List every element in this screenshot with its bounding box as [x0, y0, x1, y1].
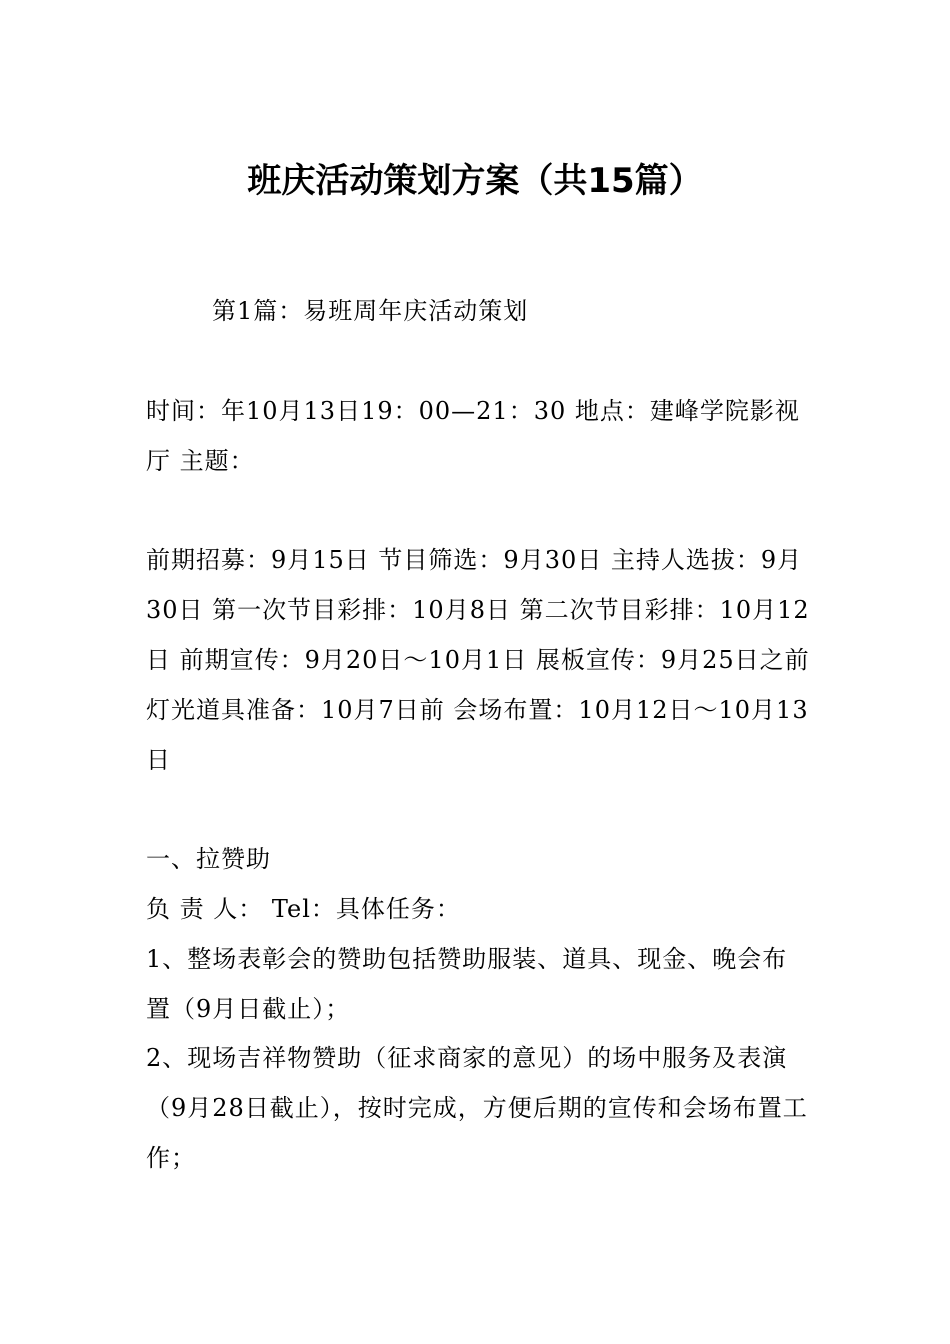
responsible-line: 负 责 人： Tel：具体任务：: [146, 895, 461, 923]
task-one-paragraph: 1、整场表彰会的赞助包括赞助服装、道具、现金、晚会布置（9月日截止）；: [146, 945, 788, 1023]
time-location-paragraph: 时间：年10月13日19：00—21：30 地点：建峰学院影视厅 主题：: [146, 397, 800, 475]
schedule-paragraph: 前期招募：9月15日 节目筛选：9月30日 主持人选拔：9月30日 第一次节目彩排：10月8日 第二次节目彩排：10月12日 前期宣传：9月20日～10月1日 展板宣传：9月25日之前 灯光道具准备：10月7日前 会场布置：10月12日～10月13日: [146, 546, 810, 774]
chapter-heading: 第1篇：易班周年庆活动策划: [212, 297, 529, 325]
task-two-paragraph: 2、现场吉祥物赞助（征求商家的意见）的场中服务及表演（9月28日截止），按时完成，方便后期的宣传和会场布置工作；: [146, 1044, 808, 1172]
section-one-heading: 一、拉赞助: [146, 845, 271, 873]
document-title: 班庆活动策划方案（共15篇）: [247, 161, 703, 201]
